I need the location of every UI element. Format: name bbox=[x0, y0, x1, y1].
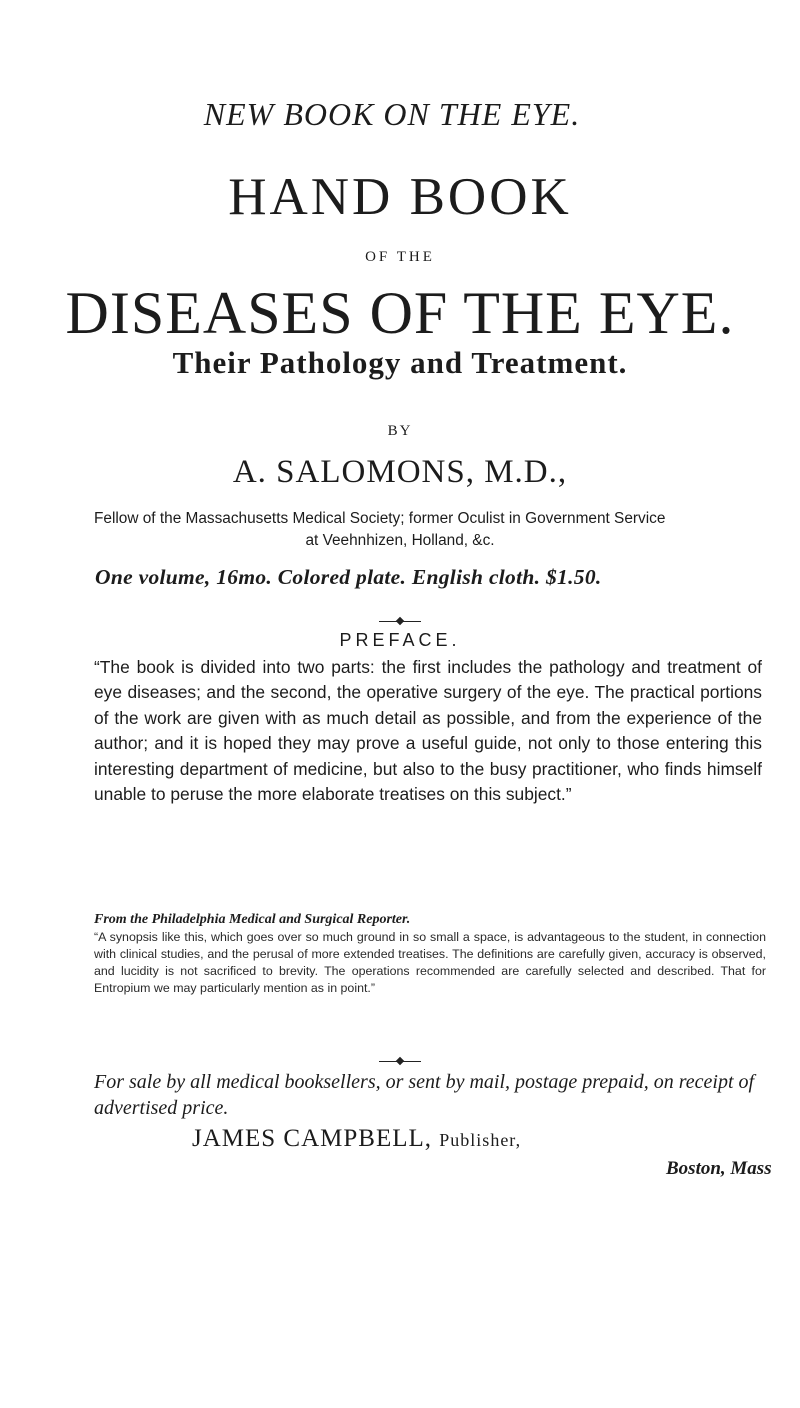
title-line-1: HAND BOOK bbox=[228, 168, 572, 226]
diamond-ornament-icon bbox=[396, 617, 404, 625]
publisher-line bbox=[192, 1125, 521, 1153]
ornamental-divider bbox=[0, 612, 800, 624]
review-text: “A synopsis like this, which goes over so much ground in so small a space, is advantageous to the student, in connection with clinical studies, and the perusal of more extended treatises. The definitions are carefully given, accuracy is observed, and lucidity is not sacrificed to brevity. The operations recommended are carefully selected and described. That for Entropium we may particularly mention as in point.” bbox=[94, 930, 766, 995]
author-credentials-line-1: Fellow of the Massachusetts Medical Society; former Oculist in Government Service bbox=[94, 510, 666, 527]
sale-notice: For sale by all medical booksellers, or sent by mail, postage prepaid, on receipt of advertised price. bbox=[94, 1071, 755, 1119]
author-name: A. SALOMONS, M.D., bbox=[232, 454, 568, 490]
diamond-ornament-icon bbox=[396, 1057, 404, 1065]
preface-heading: PREFACE. bbox=[339, 630, 461, 650]
publisher-name: JAMES CAMPBELL, bbox=[192, 1125, 433, 1152]
subtitle: Their Pathology and Treatment. bbox=[172, 345, 628, 380]
publisher-role: Publisher, bbox=[439, 1130, 522, 1150]
ornamental-divider bbox=[0, 1052, 800, 1064]
review-source: From the Philadelphia Medical and Surgical Reporter. bbox=[94, 912, 411, 927]
series-heading: NEW BOOK ON THE EYE. bbox=[203, 96, 581, 132]
by-label: BY bbox=[387, 423, 413, 439]
author-credentials-line-2: at Veehnhizen, Holland, &c. bbox=[305, 532, 495, 549]
title-line-3: DISEASES OF THE EYE. bbox=[65, 280, 735, 346]
title-line-2: OF THE bbox=[365, 249, 435, 265]
publisher-place: Boston, Mass bbox=[666, 1158, 772, 1179]
preface-text: “The book is divided into two parts: the first includes the pathology and treatment of eye diseases; and the second, the operative surgery of the eye. The practical portions of the work are given with as much detail as possible, and from the experience of the author; and it is hoped they may prove a useful guide, not only to those entering this interesting department of medicine, but also to the busy practitioner, who finds himself unable to peruse the more elaborate treatises on this subject.” bbox=[94, 657, 762, 805]
edition-details: One volume, 16mo. Colored plate. English cloth. $1.50. bbox=[95, 565, 602, 589]
